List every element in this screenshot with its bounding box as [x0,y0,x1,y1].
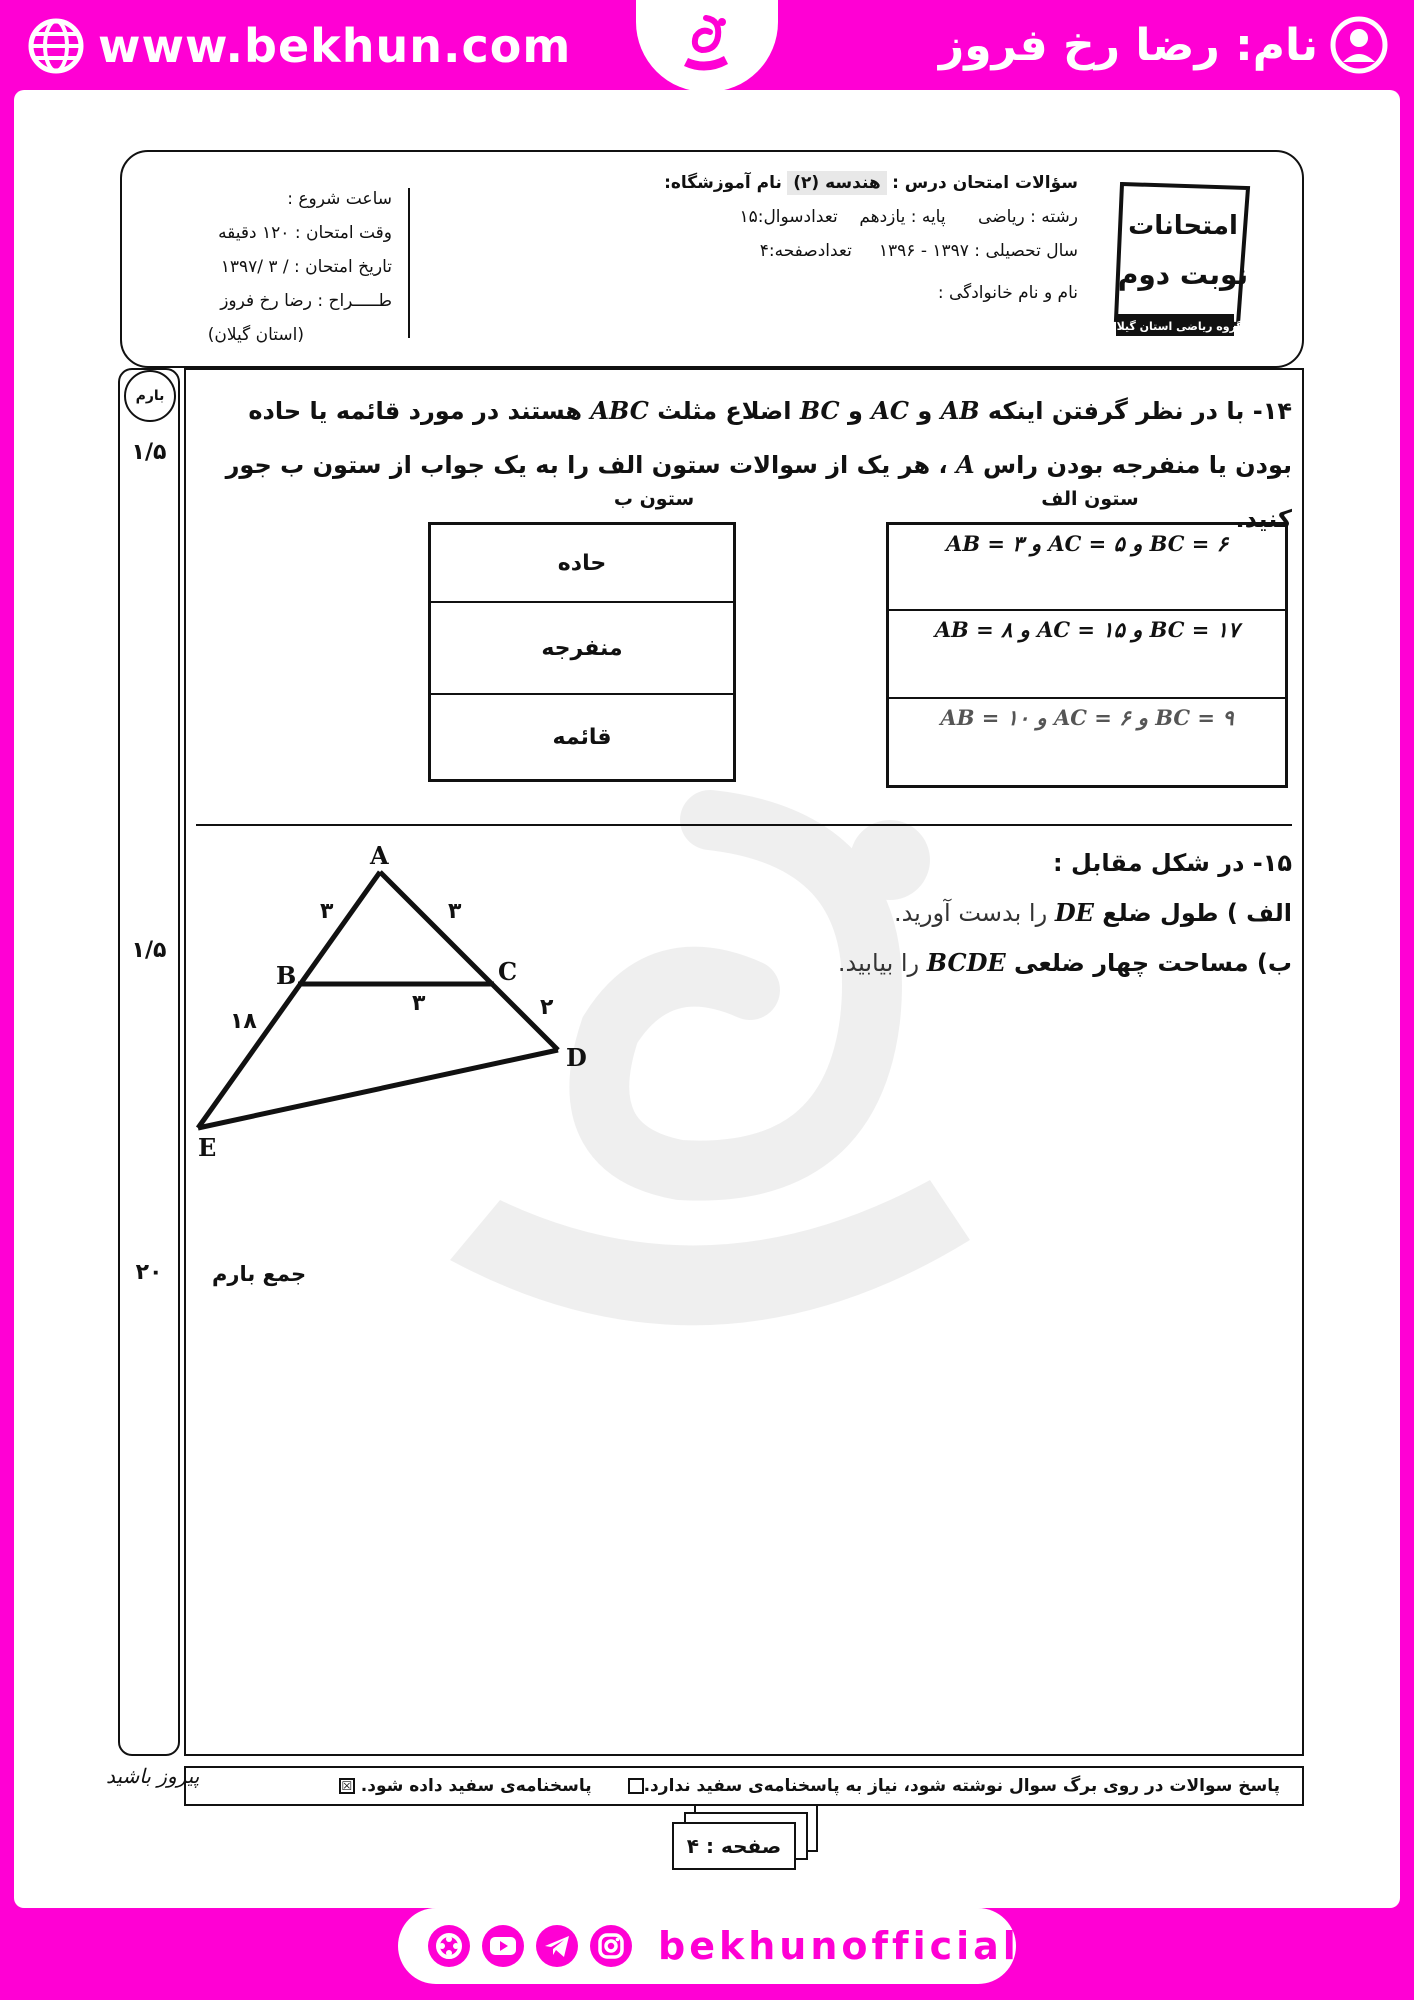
q14-text-c: هستند در مورد قائمه یا حاده بودن یا منفرجه بودن راس [248,397,1292,479]
alef-row-3: AB = ۱۰ و AC = ۶ و BC = ۹ [940,705,1234,730]
be-row-1: حاده [431,525,733,603]
question-divider [196,824,1292,826]
segment-ed [198,1050,558,1128]
vertex-a: A [370,841,389,870]
q14-math-bc: BC [799,396,840,425]
column-be-table [428,522,736,782]
q14-text-d: ، هر یک از سوالات ستون الف را به یک جواب از ستون ب جور کنید. [225,451,1292,533]
q14-and2: و [839,397,872,425]
grade-text: پایه : یازدهم [859,207,946,227]
q14-and1: و [909,397,941,425]
side-ae [198,872,380,1128]
exam-designer: طـــــراح : رضا رخ فروز [220,291,392,311]
social-footer [398,1908,1020,1984]
header-info [664,166,1078,310]
brand-logo [636,0,778,92]
name-text: نام: رضا رخ فروز [938,19,1318,71]
vertex-c: C [498,957,518,986]
column-be-label: ستون ب [613,488,695,510]
total-score: ۲۰ [135,1260,163,1285]
barom-label: بارم [124,370,176,422]
len-bc: ۳ [412,991,426,1016]
aparat-icon[interactable] [428,1925,470,1967]
note-text-1: پاسخ سوالات در روی برگ سوال نوشته شود، نیاز به پاسخنامه‌ی سفید ندارد. [628,1776,1280,1796]
full-name-label: نام و نام خانوادگی : [937,283,1078,303]
globe-icon [28,18,84,74]
alef-row-1: AB = ۳ و AC = ۵ و BC = ۶ [889,525,1285,611]
exam-meta [162,182,392,352]
vertex-d: D [566,1043,587,1072]
page-number: صفحه : ۴ [672,1822,796,1870]
note-text-2: پاسخنامه‌ی سفید داده شود. ☒ [339,1776,592,1796]
province: (استان گیلان) [207,325,304,345]
triangle-figure [186,838,606,1168]
social-handle[interactable]: bekhunofficial [658,1924,1020,1968]
alef-row-2: AB = ۸ و AC = ۱۵ و BC = ۱۷ [889,611,1285,699]
brand-logo-icon [666,6,746,86]
be-row-2: منفرجه [431,603,733,695]
q14-math-ab: AB [940,396,980,425]
top-banner [0,0,1414,96]
q15-part-a: الف ) طول ضلع DE را بدست آورید. [893,898,1292,927]
q14-math-a: A [955,450,975,479]
answer-sheet-checkbox[interactable]: ☒ [339,1778,355,1794]
total-label: جمع بارم [212,1262,307,1286]
no-answer-sheet-checkbox[interactable] [628,1778,644,1794]
question-15 [492,838,1292,988]
academic-year: سال تحصیلی : ۱۳۹۷ - ۱۳۹۶ [878,241,1078,261]
q15-part-b: ب) مساحت چهار ضلعی BCDE را بیابید. [837,948,1292,977]
score-column [118,368,180,1756]
question-count: تعدادسوال:۱۵ [739,207,838,227]
q14-text-b: اضلاع مثلث [648,397,800,425]
start-time: ساعت شروع : [287,189,392,209]
vertex-e: E [198,1133,217,1162]
len-ab: ۳ [320,899,334,924]
exam-date: تاریخ امتحان : / ۳ /۱۳۹۷ [220,257,392,277]
stamp-line2: نوبت دوم [1117,258,1249,291]
exam-header [120,150,1304,368]
q14-score: ۱/۵ [131,440,167,465]
instagram-icon[interactable] [590,1925,632,1967]
subject-name: هندسه (۲) [787,171,886,195]
q14-text-a: ۱۴- با در نظر گرفتن اینکه [979,397,1292,425]
stamp-caption: گروه ریاضی استان گیلان [1108,320,1243,333]
signature: پیروز باشید [106,1764,200,1788]
page-count: تعدادصفحه:۴ [759,241,852,261]
len-be: ۱۸ [230,1009,257,1034]
exam-stamp [1108,174,1258,344]
stamp-line1: امتحانات [1128,211,1238,241]
q14-math-abc: ABC [590,396,649,425]
student-name [939,16,1388,74]
be-row-3: قائمه [552,724,612,750]
header-divider [408,188,410,338]
column-alef-table [886,522,1288,788]
len-cd: ۲ [540,995,554,1020]
site-link[interactable] [28,18,571,74]
user-icon [1330,16,1388,74]
q14-math-ac: AC [871,396,910,425]
exam-duration: وقت امتحان : ۱۲۰ دقیقه [218,223,392,243]
answer-note [184,1766,1304,1806]
column-alef-label: ستون الف [1041,488,1139,510]
site-url: www.bekhun.com [98,19,572,73]
school-label: نام آموزشگاه: [664,173,782,193]
q15-score: ۱/۵ [131,938,167,963]
vertex-b: B [276,961,297,990]
exam-questions-label: سؤالات امتحان درس : [892,173,1078,193]
side-ad [380,872,558,1050]
q15-title: ۱۵- در شکل مقابل : [1053,849,1292,877]
field-text: رشته : ریاضی [978,207,1078,227]
youtube-icon[interactable] [482,1925,524,1967]
telegram-icon[interactable] [536,1925,578,1967]
len-ac: ۳ [448,899,462,924]
